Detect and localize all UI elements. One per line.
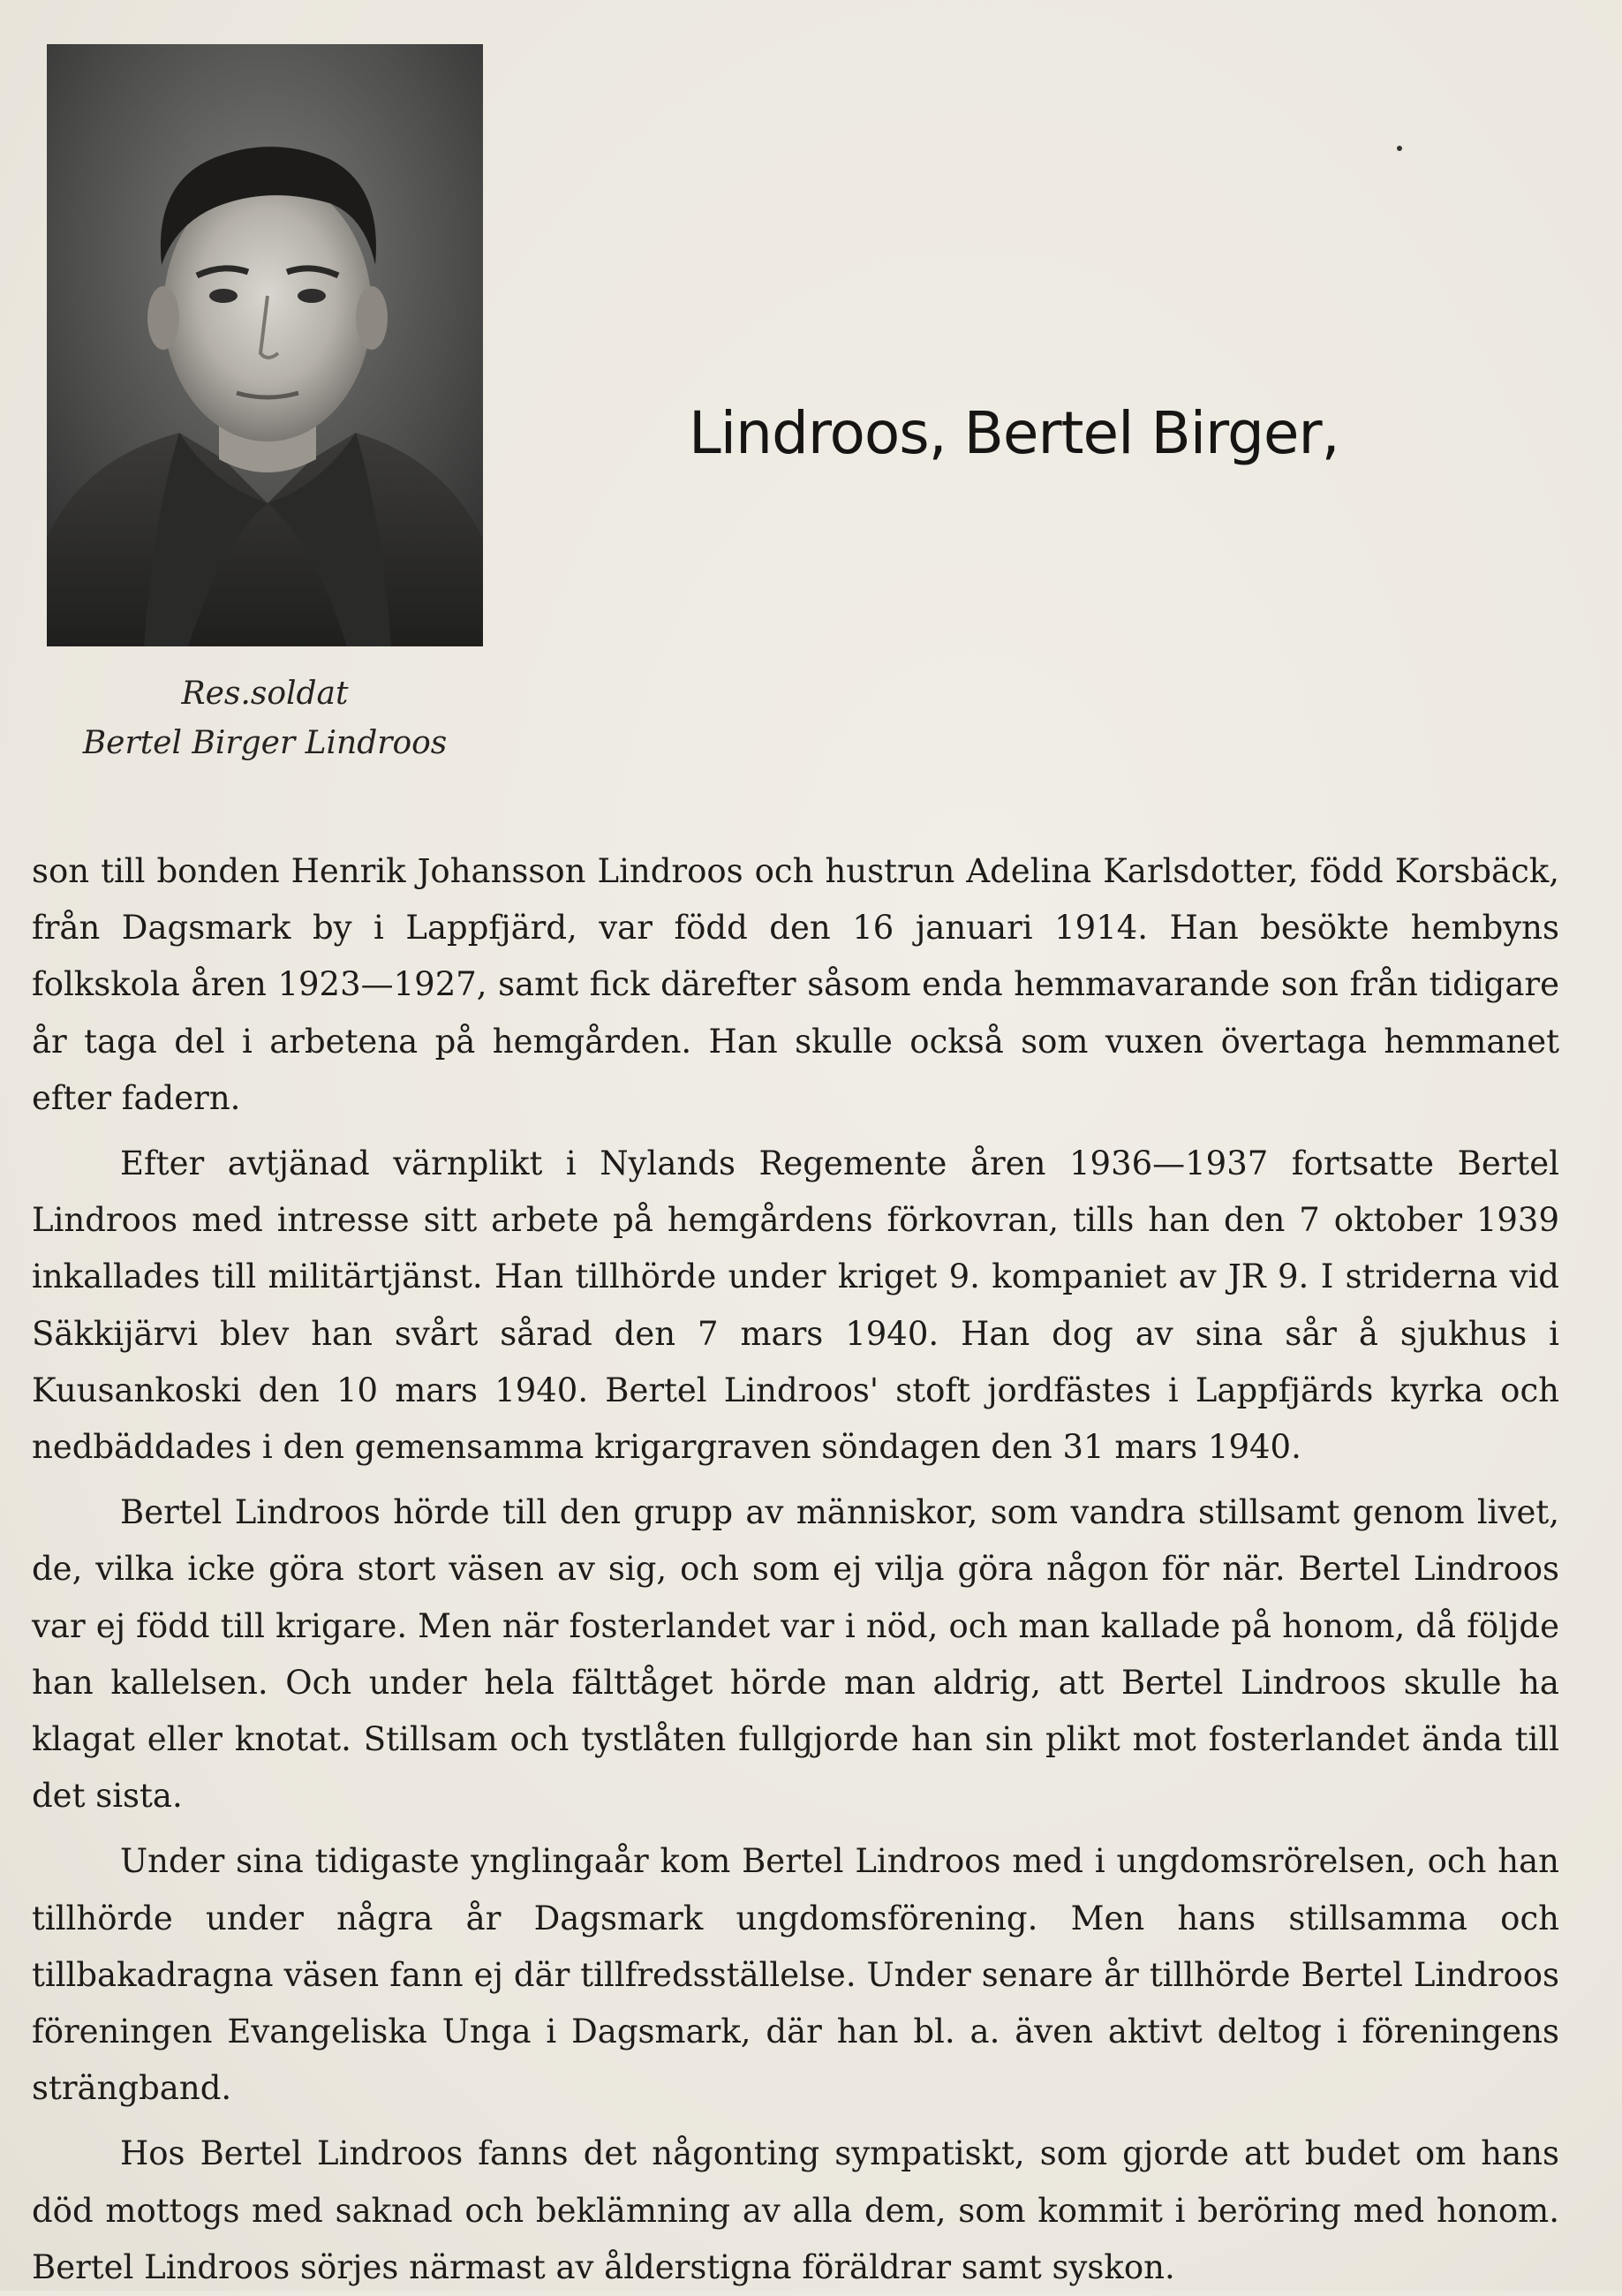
portrait-photo [47,44,483,646]
paragraph-5: Hos Bertel Lindroos fanns det någonting sympatiskt, som gjorde att budet om hans död mottogs med saknad och beklämning av alla dem, som kommit i beröring med honom. Bertel Lindroos sörjes närmast av ålderstigna föräldrar samt syskon. [32,2134,1559,2286]
paragraph-3: Bertel Lindroos hörde till den grupp av människor, som vandra stillsamt genom livet, de, vilka icke göra stort väsen av sig, och som ej vilja göra någon för när. Bertel Lindroos var ej född till krigare. Men när fosterlandet var i nöd, och man kallade på honom, då följde han kallelsen. Och under hela fälttåget hörde man aldrig, att Bertel Lindroos skulle ha klagat eller knotat. Stillsam och tystlåten fullgjorde han sin plikt mot fosterlandet ända till det sista. [32,1493,1559,1816]
page-title: Lindroos, Bertel Birger, [689,399,1339,467]
paragraph-1: son till bonden Henrik Johansson Lindroos och hustrun Adelina Karlsdotter, född Korsbäck, från Dagsmark by i Lappfjärd, var född den 16 januari 1914. Han besökte hembyns folkskola åren 1923—1927, samt fick därefter såsom enda hemmavarande son från tidigare år taga del i arbetena på hemgården. Han skulle också som vuxen övertaga hemmanet efter fadern. [32,852,1559,1117]
paragraph-2: Efter avtjänad värnplikt i Nylands Regemente åren 1936—1937 fortsatte Bertel Lindroos med intresse sitt arbete på hemgårdens förkovran, tills han den 7 oktober 1939 inkallades till militärtjänst. Han tillhörde under kriget 9. kompaniet av JR 9. I striderna vid Säkkijärvi blev han svårt sårad den 7 mars 1940. Han dog av sina sår å sjukhus i Kuusankoski den 10 mars 1940. Bertel Lindroos' stoft jordfästes i Lappfjärds kyrka och nedbäddades i den gemensamma krigargraven söndagen den 31 mars 1940. [32,1144,1559,1467]
photo-caption [47,669,483,768]
paragraph-4: Under sina tidigaste ynglingaår kom Bertel Lindroos med i ungdomsrörelsen, och han tillhörde under några år Dagsmark ungdomsförening. Men hans stillsamma och tillbakadragna väsen fann ej där tillfredsställelse. Under senare år tillhörde Bertel Lindroos föreningen Evangeliska Unga i Dagsmark, där han bl. a. även aktivt deltog i föreningens strängband. [32,1842,1559,2108]
ink-speck [1397,146,1402,151]
caption-name: Bertel Birger Lindroos [82,725,448,761]
caption-rank: Res.soldat [181,676,349,712]
portrait-illustration [47,44,483,646]
biography-text [32,843,1559,2296]
